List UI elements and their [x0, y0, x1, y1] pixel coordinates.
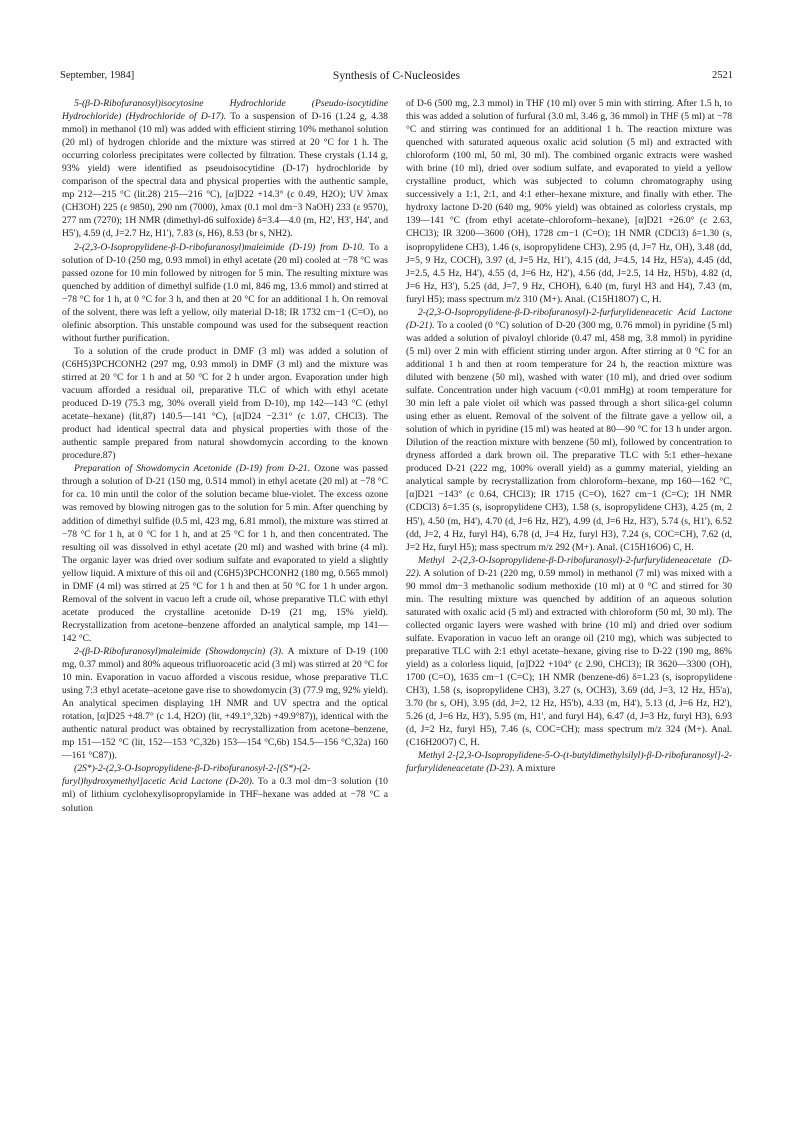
section-heading: (2S*)-2-(2,3-O-Isopropylidene-β-D-ribofuranosyl-2-[(S*)-(2-furyl)hydroxymethyl]acetic Acid Lactone (D-20). [62, 763, 311, 788]
section-heading: 5-(β-D-Ribofuranosyl)isocytosine Hydrochloride (Pseudo-isocytidine Hydrochloride) (Hydrochloride of D-17). [62, 98, 388, 123]
paragraph-text: To a solution of D-10 (250 mg, 0.93 mmol) in ethyl acetate (20 ml) cooled at −78 °C was passed ozone for 10 min followed by nitrogen for 5 min. The resulting mixture was quenched by addition of dimethyl sulfide (1.0 ml, 846 mg, 13.6 mmol) and stirred at −78 °C for 1 h, at 0 °C for 3 h, and then at 20 °C for an additional 1 h. On removal of the solvent, there was left a yellow, oily material D-18; IR 1732 cm−1 (C=O), no olefinic absorption. This unstable compound was used for the subsequent reaction without further purification. [62, 241, 388, 344]
section-heading: Preparation of Showdomycin Acetonide (D-19) from D-21. [74, 463, 311, 475]
paragraph-text: A solution of D-21 (220 mg, 0.59 mmol) in methanol (7 ml) was mixed with a 90 mmol dm−3 methanolic sodium methoxide (10 ml) at 0 °C and stirred for 30 min. The resulting mixture was quenched by addition of an aqueous solution saturated with oxalic acid (5 ml) and extracted with chloroform (50 ml, 30 ml). The collected organic layers were washed with brine (10 ml) and dried over sodium sulfate. Evaporation in vacuo left an orange oil (210 mg), which was subjected to preparative TLC with 2:1 ethyl acetate–hexane, giving rise to D-22 (190 mg, 86% yield) as a colorless liquid, [α]D22 +104° (c 2.90, CHCl3); IR 3620—3300 (OH), 1700 (C=O), 1635 cm−1 (C=C); 1H NMR (benzene-d6) δ=1.23 (s, isopropylidene CH3), 1.58 (s, isopropylidene CH3), 3.27 (s, OCH3), 3.69 (dd, J=3, 12 Hz, H5'a), 3.70 (br s, OH), 3.95 (dd, J=2, 12 Hz, H5'b), 4.33 (m, H4'), 5.13 (d, J=6 Hz, H2'), 5.26 (d, J=6 Hz, H3'), 5.95 (m, H1', and furyl H4), 6.47 (d, J=3 Hz, furyl H3), 6.93 (d, J=2 Hz, furyl H5), 7.46 (s, COC=CH); mass spectrum m/z 324 (M+). Anal. (C16H20O7) C, H. [406, 567, 733, 749]
section-heading: Methyl 2-[2,3-O-Isopropylidene-5-O-(t-butyldimethylsilyl)-β-D-ribofuranosyl]-2-furfurylideneacetate (D-23). [406, 750, 732, 775]
header-title: Synthesis of C-Nucleosides [332, 70, 461, 82]
section-heading: 2-(β-D-Ribofuranosyl)maleimide (Showdomycin) (3). [74, 645, 284, 657]
paragraph-text: To a suspension of D-16 (1.24 g, 4.38 mmol) in methanol (10 ml) was added with efficient stirring 10% methanol solution (20 ml) of hydrogen chloride and the mixture was stirred at 20 °C for 1 h. The occurring colorless precipitates were collected by filtration. These crystals (1.14 g, 93% yield) were identified as pseudoisocytidine (D-17) hydrochloride by comparison of the spectral data and physical properties with the authentic sample, mp 212—215 °C (lit.28) 215—216 °C), [α]D22 +14.3° (c 0.49, H2O); UV λmax (CH3OH) 225 (ε 9850), 290 nm (7000), λmax (0.1 mol dm−3 NaOH) 233 (ε 9570), 277 nm (7270); 1H NMR (dimethyl-d6 sulfoxide) δ=3.4—4.0 (m, H2', H3', H4', and H5'), 4.59 (d, J=2.7 Hz, H1'), 7.83 (s, H6), 8.53 (br s, NH2). [62, 111, 388, 240]
page-number: 2521 [712, 70, 733, 81]
paragraph [406, 749, 732, 775]
left-column [62, 97, 388, 815]
paragraph-text: To a 0.3 mol dm−3 solution (10 ml) of lithium cyclohexylisopropylamide in THF–hexane was added at −78 °C a solution [62, 776, 388, 814]
paragraph-text: To a cooled (0 °C) solution of D-20 (300 mg, 0.76 mmol) in pyridine (5 ml) was added a solution of pivaloyl chloride (0.47 ml, 458 mg, 3.8 mmol) in pyridine (5 ml) over 2 min with efficient stirring under argon. After stirring at 0 °C for an additional 1 h and then at room temperature for 24 h, the reaction mixture was diluted with benzene (50 ml), washed with water (10 ml), and dried over sodium sulfate. Concentration under high vacuum (<0.01 mmHg) at room temperature for 30 min left a pale violet oil which was passed through a short silica-gel column using ether as eluent. Removal of the solvent of the filtrate gave a yellow oil, a solution of which in pyridine (15 ml) was heated at 80—90 °C for 13 h under argon. Dilution of the reaction mixture with benzene (50 ml), followed by concentration to dryness afforded a dark brown oil. The preparative TLC with 5:1 ether–hexane produced D-21 (222 mg, 100% overall yield) as a gummy material, yielding an analytical sample by recrystallization from chloroform–hexane, mp 160—162 °C, [α]D21 −143° (c 0.64, CHCl3); IR 1715 (C=O), 1627 cm−1 (C=C); 1H NMR (CDCl3) δ=1.35 (s, isopropylidene CH3), 1.58 (s, isopropylidene CH3), 4.25 (m, 2 H5'), 4.50 (m, H4'), 4.70 (d, J=6 Hz, H2'), 4.99 (d, J=6 Hz, H3'), 5.74 (s, H1'), 6.52 (dd, J=2, 4 Hz, furyl H4), 6.78 (d, J=4 Hz, furyl H3), 7.24 (s, COC=CH), 7.62 (d, J=2 Hz, furyl H5); mass spectrum m/z 292 (M+). Anal. (C15H16O6) C, H. [406, 319, 732, 553]
section-heading: Methyl 2-(2,3-O-Isopropylidene-β-D-ribofuranosyl)-2-furfurylideneacetate (D-22). [406, 554, 732, 579]
section-heading: 2-(2,3-O-Isopropylidene-β-D-ribofuranosyl)-2-furfurylideneacetic Acid Lactone (D-21). [406, 306, 732, 331]
header-date: September, 1984] [60, 70, 135, 81]
section-heading: 2-(2,3-O-Isopropylidene-β-D-ribofuranosyl)maleimide (D-19) from D-10. [74, 241, 365, 253]
paragraph-text: of D-6 (500 mg, 2.3 mmol) in THF (10 ml) over 5 min with stirring. After 1.5 h, to this was added a solution of furfural (3.0 ml, 3.46 g, 36 mmol) in THF (5 ml) at −78 °C and stirring was continued for an additional 1 h. The reaction mixture was quenched with saturated aqueous oxalic acid solution (5 ml) and extracted with chloroform (100 ml, 50 ml, 30 ml). The combined organic extracts were washed with brine (10 ml), dried over sodium sulfate, and evaporated to yield a yellow crystalline product, which was subjected to column chromatography using successively a 1:1, 2:1, and 4:1 ether–hexane mixture, and finally with ether. The hydroxy lactone D-20 (640 mg, 90% yield) was obtained as colorless crystals, mp 139—141 °C (from ethyl acetate–chloroform–hexane), [α]D21 +26.0° (c 2.63, CHCl3); IR 3200—3600 (OH), 1728 cm−1 (C=O); 1H NMR (CDCl3) δ=1.30 (s, isopropylidene CH3), 1.46 (s, isopropylidene CH3), 2.95 (d, J=7 Hz, OH), 3.48 (dd, J=5, 9 Hz, COCH), 3.97 (d, J=5 Hz, H1'), 4.15 (dd, J=4.5, 14 Hz, H5'a), 4.45 (dd, J=2.5, 4.5 Hz, H4'), 4.55 (d, J=6 Hz, H2'), 4.56 (dd, J=2.5, 14 Hz, H5'b), 4.82 (d, J=6 Hz, H3'), 5.25 (dd, J=7, 9 Hz, CHOH), 6.40 (m, furyl H3 and H4), 7.43 (m, furyl H5); mass spectrum m/z 310 (M+). Anal. (C15H18O7) C, H. [406, 98, 732, 305]
paragraph [62, 241, 388, 345]
paragraph-text: A mixture of D-19 (100 mg, 0.37 mmol) and 80% aqueous trifluoroacetic acid (3 ml) was stirred at 20 °C for 10 min. Evaporation in vacuo afforded a viscous residue, whose preparative TLC using 7:3 ethyl acetate–acetone gave rise to showdomycin (3) (77.9 mg, 92% yield). An analytical specimen displaying 1H NMR and UV spectra and the optical rotation, [α]D25 +48.7° (c 1.4, H2O) (lit, +49.1°,32b) +49.9°87)), identical with the authentic natural product was obtained by recrystallization from acetone–benzene, mp 151—152 °C (lit, 152—153 °C,32b) 153—154 °C,6b) 154.5—156 °C,32a) 160—161 °C87)). [62, 645, 388, 762]
paragraph [62, 762, 388, 814]
paragraph [406, 306, 732, 554]
paragraph [62, 97, 388, 241]
paragraph [62, 645, 388, 762]
paragraph-text: Ozone was passed through a solution of D-21 (150 mg, 0.514 mmol) in ethyl acetate (20 ml) at −78 °C for ca. 10 min until the color of the solution became blue-violet. The excess ozone was removed by blowing nitrogen gas to the solution for 5 min. After quenching by addition of dimethyl sulfide (0.5 ml, 423 mg, 6.81 mmol), the mixture was stirred at −78 °C for 1 h, at 0 °C for 1 h, and at 25 °C for 1 h, and then concentrated. The resulting oil was dissolved in ethyl acetate (20 ml) and washed with brine (4 ml). The organic layer was dried over sodium sulfate and evaporated to yield a slightly yellow liquid. A mixture of this oil and (C6H5)3PCHCONH2 (180 mg, 0.565 mmol) in DMF (4 ml) was stirred at 25 °C for 1 h and then at 50 °C for 1 h under argon. Removal of the solvent in vacuo left a crude oil, whose preparative TLC with ethyl acetate produced the crystalline acetonide D-19 (21 mg, 15% yield). Recrystallization from acetone–benzene afforded an analytical sample, mp 141—142 °C. [62, 463, 388, 644]
paragraph-text: A mixture [516, 763, 556, 775]
paragraph [62, 345, 388, 462]
paragraph [62, 462, 388, 645]
paragraph [406, 554, 732, 750]
paragraph [406, 97, 732, 306]
right-column [406, 97, 732, 775]
paragraph-text: To a solution of the crude product in DMF (3 ml) was added a solution of (C6H5)3PCHCONH2 (297 mg, 0.93 mmol) in DMF (3 ml) and the mixture was stirred at 20 °C for 1 h and at 50 °C for 2 h under argon. Evaporation under high vacuum afforded a residual oil, preparative TLC of which with ethyl acetate produced D-19 (75.3 mg, 30% overall yield from D-10), mp 142—143 °C (ethyl acetate–hexane) (lit,87) 140.5—141 °C), [α]D24 −2.31° (c 1.07, CHCl3). The product had identical spectral data and physical properties with those of the authentic sample prepared from natural showdomycin according to the known procedure.87) [62, 345, 388, 462]
